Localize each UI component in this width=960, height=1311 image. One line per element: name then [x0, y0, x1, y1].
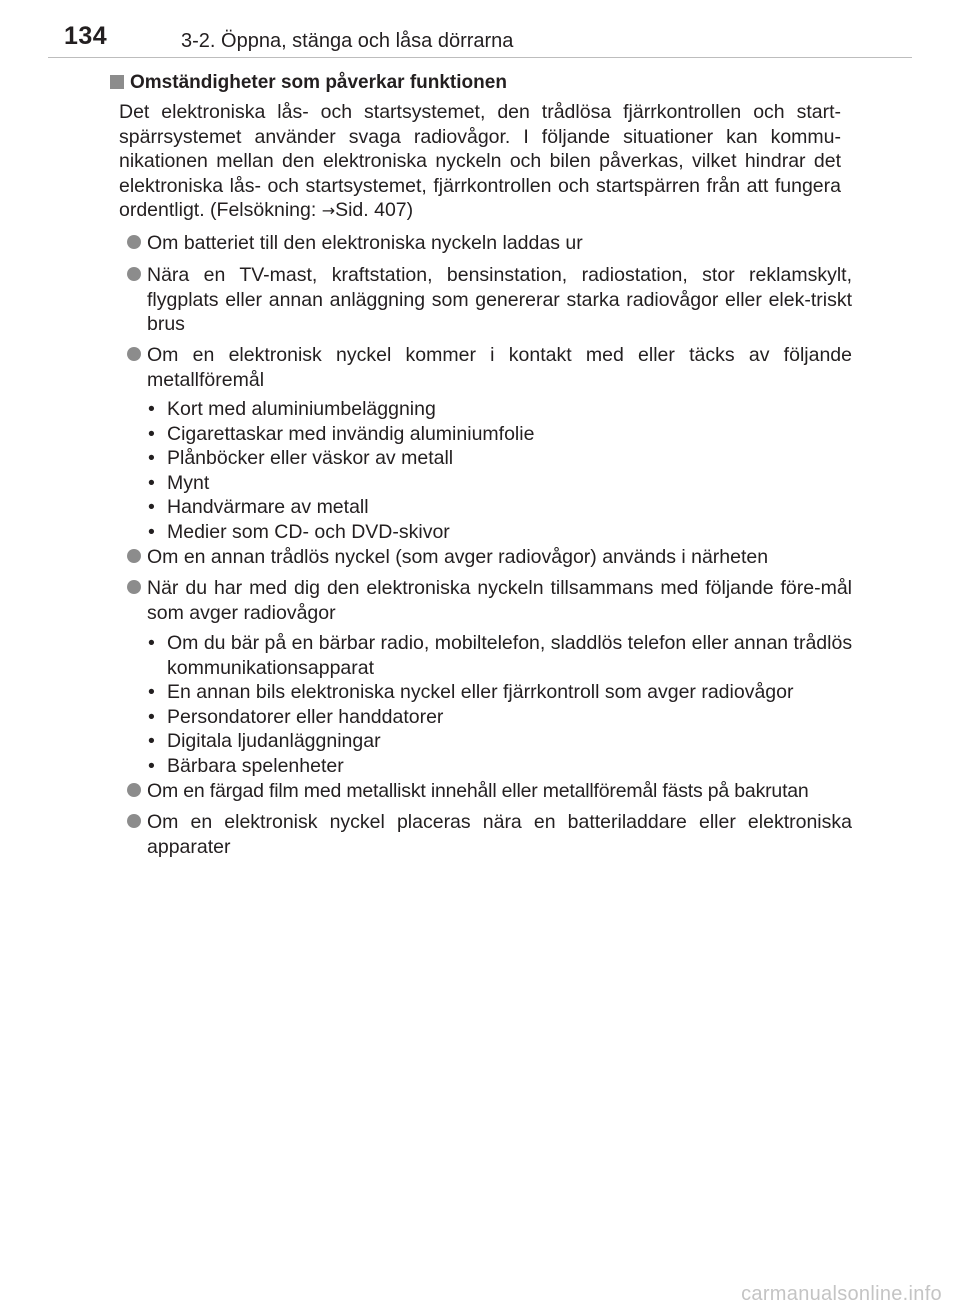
site-watermark: carmanualsonline.info — [741, 1283, 942, 1305]
list-item: • Cigarettaskar med invändig aluminiumfolie — [148, 422, 535, 445]
dot-marker: • — [148, 471, 155, 494]
circle-bullet-icon — [127, 235, 141, 249]
dot-marker: • — [148, 754, 155, 777]
list-item: • Persondatorer eller handdatorer — [148, 705, 444, 728]
square-bullet-icon — [110, 75, 124, 89]
bullet-item-metal-contact — [127, 343, 852, 392]
dot-marker: • — [148, 632, 155, 654]
reference-arrow-icon: → — [321, 201, 336, 220]
list-item: • Medier som CD- och DVD-skivor — [148, 520, 450, 543]
dot-marker: • — [148, 681, 155, 703]
circle-bullet-icon — [127, 783, 141, 797]
page-reference: Sid. 407) — [335, 199, 414, 221]
section-heading — [110, 72, 507, 94]
circle-bullet-icon — [127, 549, 141, 563]
bullet-item-radio-sources — [127, 263, 852, 337]
intro-paragraph — [119, 100, 841, 224]
list-item: • Om du bär på en bärbar radio, mobiltelefon, sladdlös telefon eller annan trådlös kommunikationsapparat — [148, 632, 853, 679]
list-item: • Kort med aluminiumbeläggning — [148, 398, 436, 420]
list-item: • Mynt — [148, 471, 210, 494]
bullet-text: Om en elektronisk nyckel placeras nära en batteriladdare eller elektroniska apparater — [147, 811, 852, 858]
bullet-item-charger — [127, 810, 852, 859]
list-item: • Bärbara spelenheter — [148, 754, 344, 777]
page-number: 134 — [64, 22, 108, 50]
dot-marker: • — [148, 422, 155, 445]
bullet-item-radio-objects — [127, 576, 852, 625]
radio-items-list — [145, 631, 855, 778]
chapter-title: 3-2. Öppna, stänga och låsa dörrarna — [181, 30, 514, 52]
list-item: • En annan bils elektroniska nyckel eller fjärrkontroll som avger radiovågor — [148, 681, 794, 703]
list-item: • Digitala ljudanläggningar — [148, 730, 381, 752]
dot-marker: • — [148, 730, 155, 752]
bullet-text: När du har med dig den elektroniska nyckeln tillsammans med följande före-mål som avger radiovågor — [147, 577, 852, 624]
section-heading-text: Omständigheter som påverkar funktionen — [130, 72, 507, 93]
bullet-text: Om en elektronisk nyckel kommer i kontakt med eller täcks av följande metallföremål — [147, 344, 852, 391]
intro-text: Det elektroniska lås- och startsystemet, den trådlösa fjärrkontrollen och start-spärrsystemet använder svaga radiovågor. I följande situationer kan kommu-nikationen mellan den elektroniska nyckeln och bilen påverkas, vilket hindrar det elektroniska lås- och startsystemet, fjärrkontrollen och startspärren från att fungera ordentligt. (Felsökning: — [119, 101, 841, 221]
header-divider — [48, 57, 912, 58]
list-item: • Plånböcker eller väskor av metall — [148, 447, 454, 469]
bullet-text: Nära en TV-mast, kraftstation, bensinstation, radiostation, stor reklamskylt, flygplats eller annan anläggning som genererar starka radiovågor eller elek-triskt brus — [147, 264, 852, 335]
metal-items-list — [145, 397, 855, 544]
dot-marker: • — [148, 496, 155, 518]
bullet-text: Om batteriet till den elektroniska nyckeln laddas ur — [147, 232, 583, 254]
bullet-text: Om en annan trådlös nyckel (som avger radiovågor) används i närheten — [147, 546, 769, 568]
list-item: • Handvärmare av metall — [148, 496, 369, 518]
circle-bullet-icon — [127, 814, 141, 828]
dot-marker: • — [148, 447, 155, 469]
dot-marker: • — [148, 520, 155, 543]
page-header — [0, 0, 960, 58]
dot-marker: • — [148, 705, 155, 728]
circle-bullet-icon — [127, 347, 141, 361]
dot-marker: • — [148, 398, 155, 420]
bullet-item-battery — [127, 231, 852, 256]
circle-bullet-icon — [127, 580, 141, 594]
bullet-item-tinted-film — [127, 779, 852, 804]
bullet-item-other-key — [127, 545, 852, 570]
circle-bullet-icon — [127, 267, 141, 281]
bullet-text: Om en färgad film med metalliskt innehåll eller metallföremål fästs på bakrutan — [147, 780, 809, 802]
